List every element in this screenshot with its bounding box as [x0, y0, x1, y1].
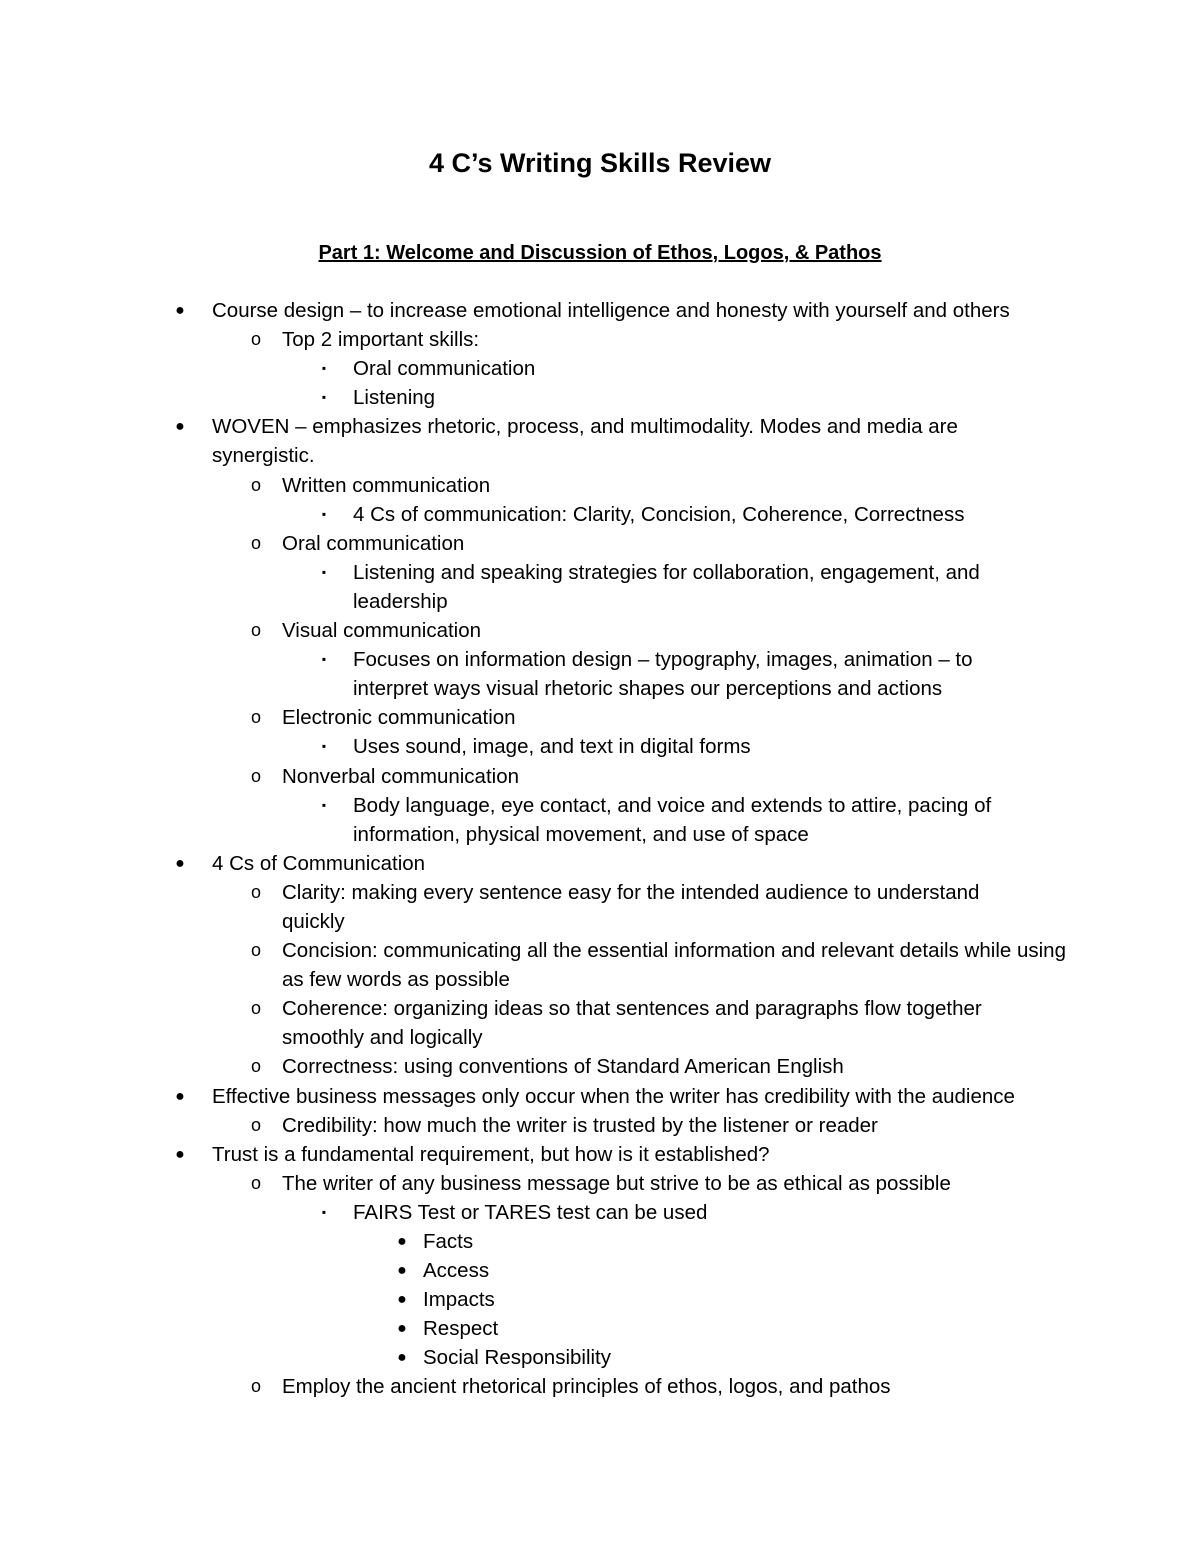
- list-item-text: Oral communication: [353, 357, 536, 381]
- list-item: [0, 1372, 1200, 1401]
- bullet-marker: ●: [397, 1349, 407, 1367]
- list-item: [0, 1256, 1200, 1285]
- bullet-marker: ▪: [321, 390, 327, 405]
- list-item-text: Coherence: organizing ideas so that sentences and paragraphs flow together smoothly and logically: [282, 997, 982, 1050]
- list-item-text: Written communication: [282, 473, 491, 497]
- list-item: [0, 1227, 1200, 1256]
- list-item-text: The writer of any business message but strive to be as ethical as possible: [282, 1171, 951, 1195]
- list-item: [0, 849, 1200, 878]
- list-item: [0, 412, 1200, 470]
- list-item-text: Visual communication: [282, 619, 482, 643]
- list-item-text: Focuses on information design – typography, images, animation – to interpret ways visual rhetoric shapes our perceptions and actions: [353, 648, 973, 701]
- list-item: [0, 296, 1200, 325]
- list-item: [0, 703, 1200, 732]
- list-item: [0, 558, 1200, 616]
- list-item: [0, 762, 1200, 791]
- section-heading: Part 1: Welcome and Discussion of Ethos, Logos, & Pathos: [318, 242, 882, 264]
- bullet-marker: ●: [397, 1262, 407, 1280]
- bullet-marker: ▪: [321, 652, 327, 667]
- bullet-marker: ●: [175, 302, 185, 319]
- bullet-marker: o: [250, 707, 261, 728]
- list-item-text: Correctness: using conventions of Standard American English: [282, 1055, 844, 1079]
- list-item: [0, 1314, 1200, 1343]
- list-item: [0, 354, 1200, 383]
- bullet-marker: o: [250, 532, 261, 553]
- list-item-text: Body language, eye contact, and voice and extends to attire, pacing of information, physical movement, and use of space: [353, 793, 992, 846]
- list-item-text: Credibility: how much the writer is trusted by the listener or reader: [282, 1113, 878, 1137]
- list-item: [0, 1111, 1200, 1140]
- list-item: [0, 325, 1200, 354]
- list-item: [0, 1082, 1200, 1111]
- bullet-marker: o: [250, 1172, 261, 1193]
- list-item: [0, 471, 1200, 500]
- list-item: [0, 529, 1200, 558]
- list-item-text: Electronic communication: [282, 706, 516, 730]
- list-item-text: 4 Cs of communication: Clarity, Concision, Coherence, Correctness: [353, 502, 965, 526]
- bullet-marker: o: [250, 940, 261, 961]
- list-item-text: Course design – to increase emotional intelligence and honesty with yourself and others: [212, 299, 1010, 322]
- list-item: [0, 1052, 1200, 1081]
- bullet-marker: ▪: [321, 506, 327, 521]
- bullet-marker: o: [250, 765, 261, 786]
- list-item: [0, 878, 1200, 936]
- bullet-marker: ●: [175, 1145, 185, 1163]
- list-item: [0, 936, 1200, 994]
- bullet-marker: o: [250, 329, 261, 350]
- bullet-marker: o: [250, 1376, 261, 1397]
- list-item-text: Facts: [423, 1230, 474, 1253]
- bullet-marker: o: [250, 1114, 261, 1135]
- list-item-text: Respect: [423, 1317, 499, 1341]
- document-title: 4 C’s Writing Skills Review: [428, 148, 772, 178]
- bullet-marker: o: [250, 881, 261, 902]
- list-item-text: WOVEN – emphasizes rhetoric, process, and multimodality. Modes and media are synergistic.: [212, 415, 958, 468]
- list-item-text: Top 2 important skills:: [282, 328, 480, 352]
- bullet-marker: ▪: [321, 564, 327, 579]
- list-item: [0, 994, 1200, 1052]
- bullet-marker: ●: [397, 1291, 407, 1309]
- bullet-marker: ▪: [321, 739, 327, 754]
- bullet-marker: o: [250, 1056, 261, 1077]
- list-item-text: Access: [423, 1259, 490, 1283]
- list-item: [0, 616, 1200, 645]
- bullet-marker: o: [250, 620, 261, 641]
- list-item-text: Clarity: making every sentence easy for the intended audience to understand quickly: [282, 880, 980, 933]
- bullet-marker: ●: [175, 1087, 185, 1105]
- bullet-marker: o: [250, 998, 261, 1019]
- list-item-text: Listening: [353, 386, 436, 410]
- list-item: [0, 383, 1200, 412]
- list-item-text: Nonverbal communication: [282, 764, 520, 788]
- list-item-text: Concision: communicating all the essential information and relevant details while using as few words as possible: [282, 939, 1066, 992]
- list-item: [0, 500, 1200, 529]
- list-item-text: Trust is a fundamental requirement, but how is it established?: [212, 1142, 770, 1166]
- bullet-marker: o: [250, 474, 261, 495]
- bullet-marker: ●: [397, 1233, 407, 1250]
- list-item: [0, 1169, 1200, 1198]
- list-item: [0, 1140, 1200, 1169]
- bullet-marker: ▪: [321, 361, 327, 376]
- list-item-text: Social Responsibility: [423, 1346, 612, 1370]
- list-item-text: FAIRS Test or TARES test can be used: [353, 1200, 708, 1224]
- bullet-marker: ●: [175, 854, 185, 872]
- bullet-marker: ▪: [321, 797, 327, 812]
- bullet-marker: ●: [397, 1320, 407, 1338]
- list-item: [0, 1343, 1200, 1372]
- list-item-text: Oral communication: [282, 531, 465, 555]
- list-item: [0, 1285, 1200, 1314]
- list-item-text: Impacts: [423, 1288, 495, 1312]
- list-item: [0, 791, 1200, 849]
- list-item-text: Uses sound, image, and text in digital forms: [353, 735, 751, 759]
- outline-list: [0, 296, 1200, 1402]
- list-item-text: Listening and speaking strategies for collaboration, engagement, and leadership: [353, 560, 980, 613]
- list-item-text: 4 Cs of Communication: [212, 851, 426, 875]
- list-item: [0, 1198, 1200, 1227]
- bullet-marker: ▪: [321, 1204, 327, 1219]
- list-item: [0, 732, 1200, 761]
- bullet-marker: ●: [175, 418, 185, 436]
- list-item-text: Employ the ancient rhetorical principles of ethos, logos, and pathos: [282, 1375, 891, 1399]
- list-item: [0, 645, 1200, 703]
- list-item-text: Effective business messages only occur when the writer has credibility with the audience: [212, 1084, 1015, 1108]
